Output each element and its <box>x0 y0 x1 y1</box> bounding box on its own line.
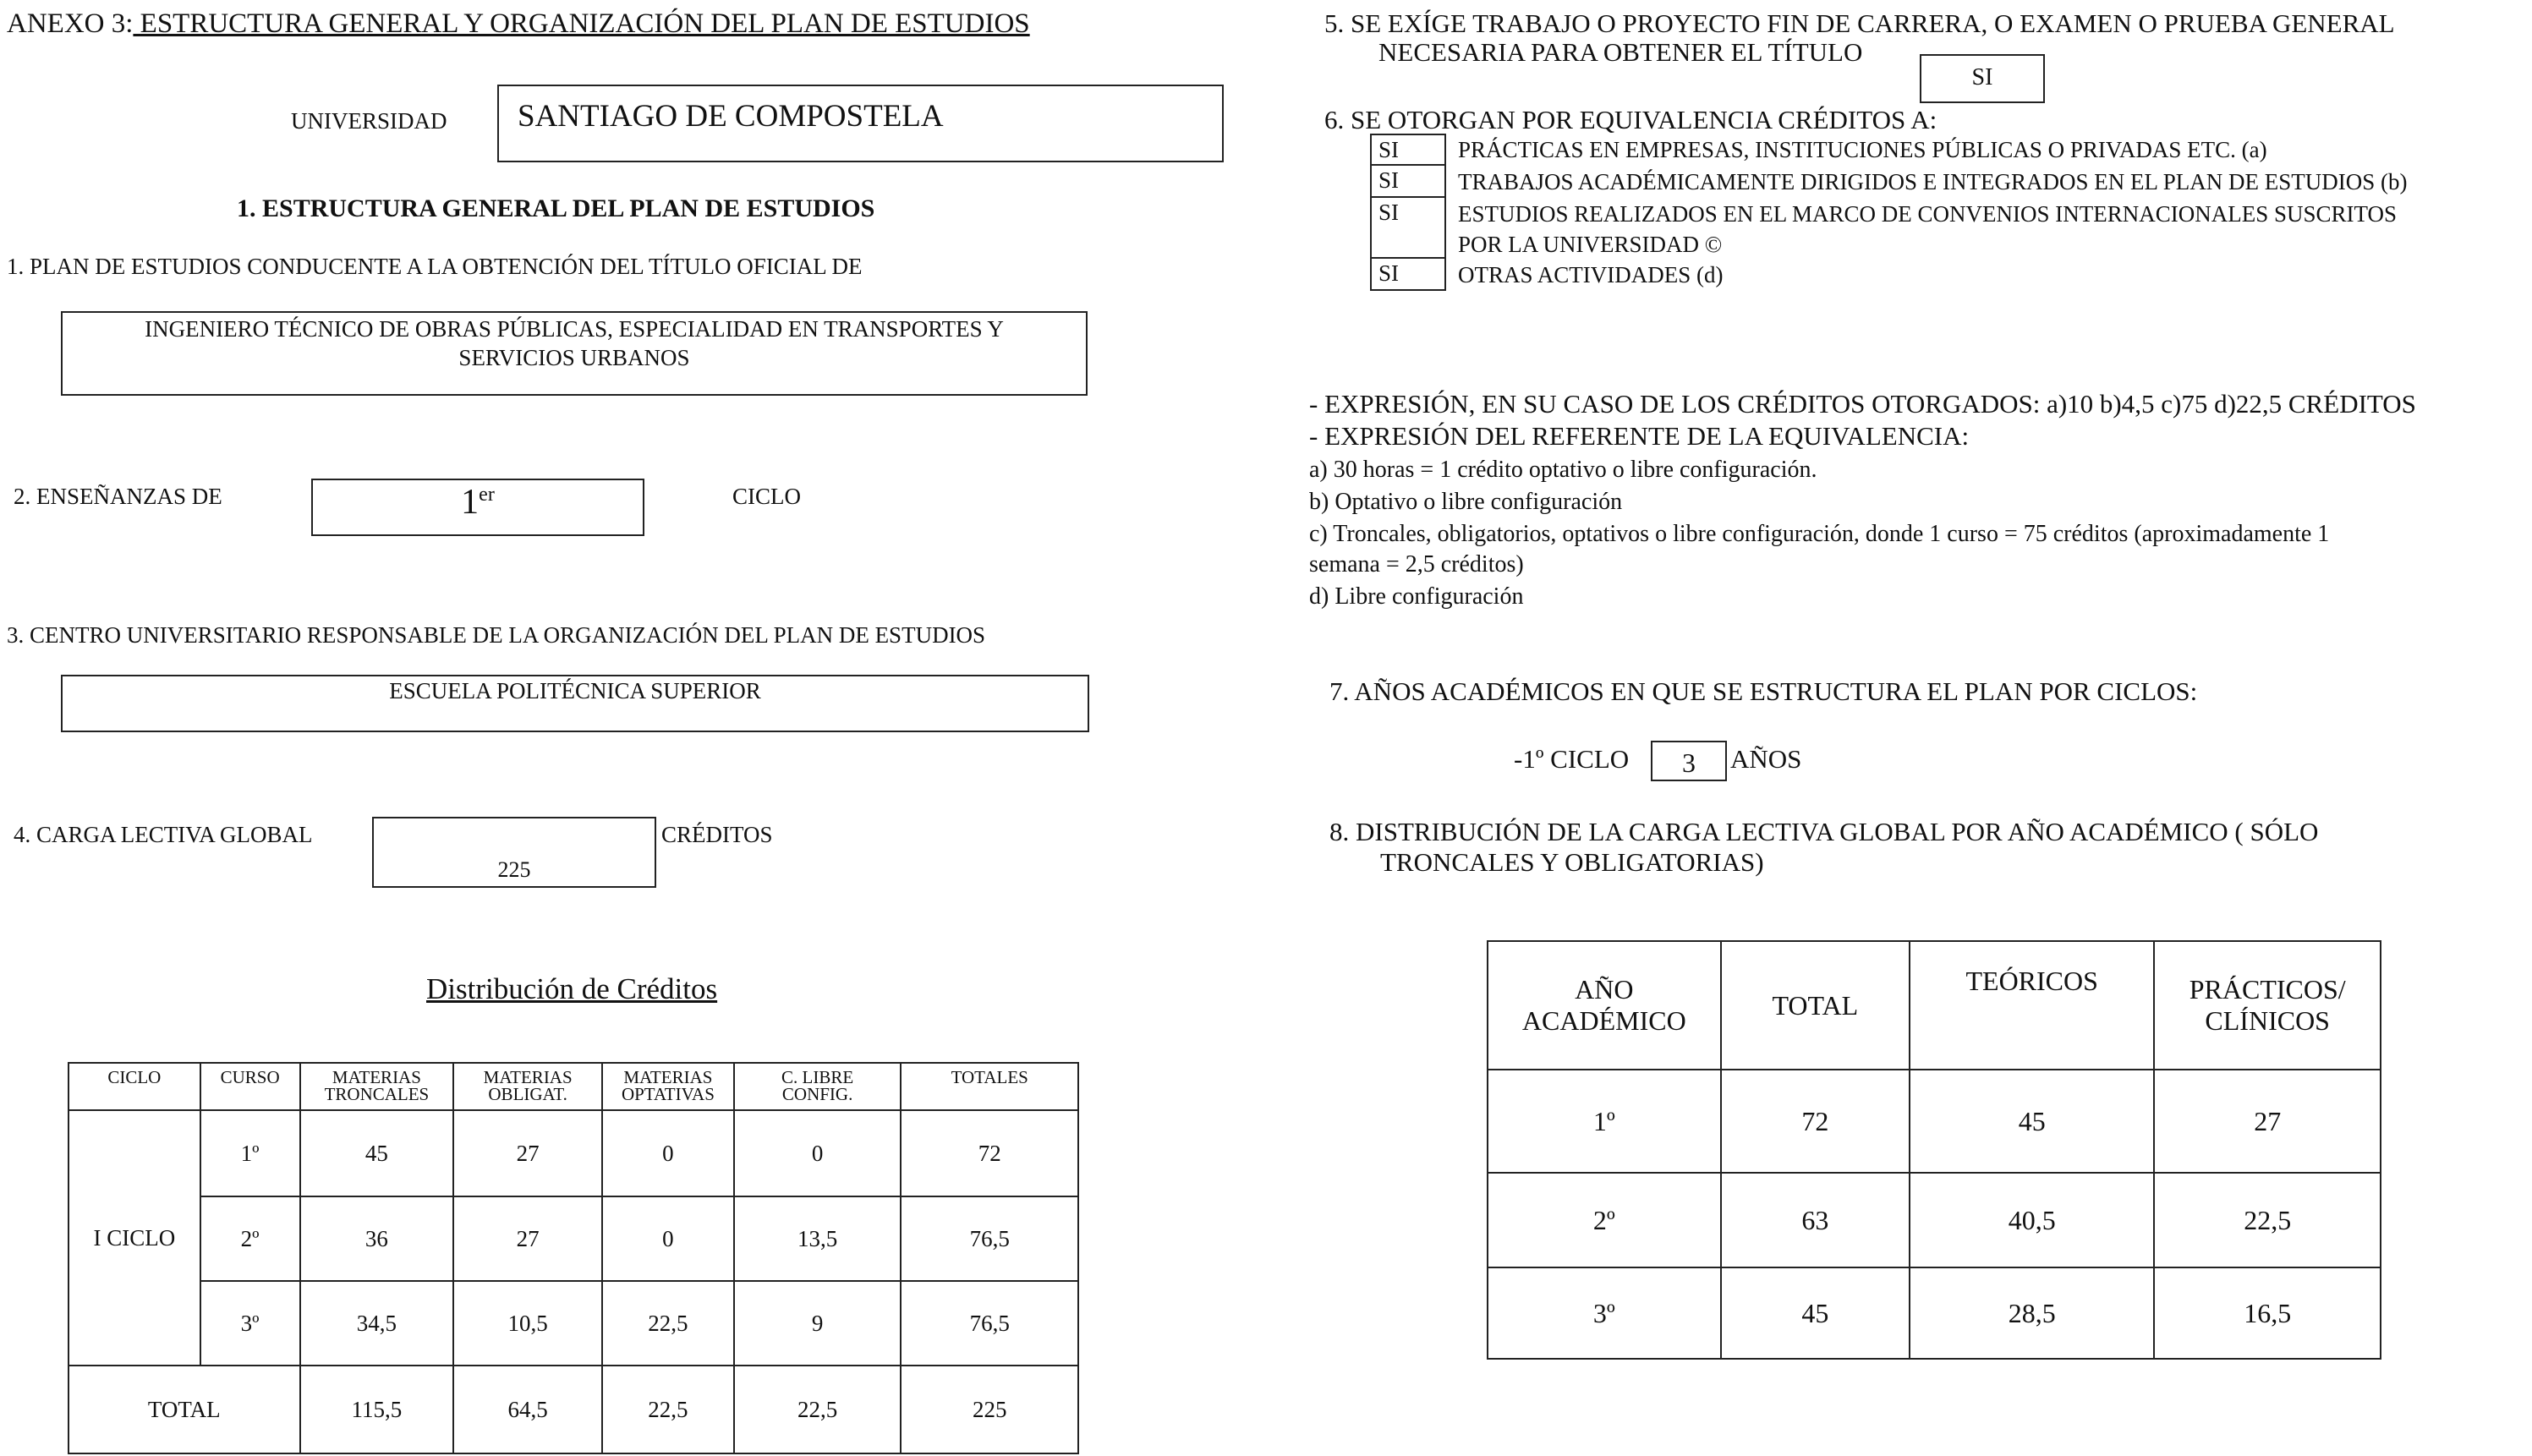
distribution-title: Distribución de Créditos <box>426 972 718 1005</box>
table-row <box>69 1281 1078 1366</box>
totales-cell: 76,5 <box>901 1281 1078 1366</box>
obligat-cell: 27 <box>453 1196 602 1281</box>
header-totales: TOTALES <box>901 1063 1078 1110</box>
ref-c-line1: c) Troncales, obligatorios, optativos o libre configuración, donde 1 curso = 75 créditos (aproximadamente 1 <box>1309 521 2330 547</box>
item5-line1: 5. SE EXÍGE TRABAJO O PROYECTO FIN DE CARRERA, O EXAMEN O PRUEBA GENERAL <box>1324 8 2395 38</box>
equiv-check: SI <box>1370 166 1446 198</box>
teoricos-cell: 28,5 <box>1910 1267 2154 1359</box>
item4-label: 4. CARGA LECTIVA GLOBAL <box>14 822 313 847</box>
equiv-check: SI <box>1370 198 1446 259</box>
totales-cell: 76,5 <box>901 1196 1078 1281</box>
year-table <box>1487 940 2381 1360</box>
teoricos-cell: 45 <box>1910 1070 2154 1173</box>
total-cell: 45 <box>1721 1267 1910 1359</box>
item2-label: 2. ENSEÑANZAS DE <box>14 484 222 509</box>
total-libre-cell: 22,5 <box>734 1366 902 1453</box>
curso-cell: 1º <box>200 1110 300 1196</box>
item7-label: 7. AÑOS ACADÉMICOS EN QUE SE ESTRUCTURA EL PLAN POR CICLOS: <box>1329 676 2198 706</box>
obligat-cell: 27 <box>453 1110 602 1196</box>
expresion-referente: - EXPRESIÓN DEL REFERENTE DE LA EQUIVALENCIA: <box>1309 421 1970 451</box>
ciclo-value: 1 <box>461 483 480 522</box>
distribution-header-row <box>69 1063 1078 1110</box>
libre-cell: 0 <box>734 1110 902 1196</box>
centro-field <box>61 675 1089 732</box>
ref-a: a) 30 horas = 1 crédito optativo o libre configuración. <box>1309 457 1817 483</box>
table-row <box>1488 1173 2381 1267</box>
anexo-heading <box>7 8 1030 40</box>
titulo-line1: INGENIERO TÉCNICO DE OBRAS PÚBLICAS, ESPECIALIDAD EN TRANSPORTES Y <box>145 316 1004 342</box>
item1-label: 1. PLAN DE ESTUDIOS CONDUCENTE A LA OBTENCIÓN DEL TÍTULO OFICIAL DE <box>7 254 863 279</box>
anos-field <box>1651 741 1727 781</box>
equiv-option-text: TRABAJOS ACADÉMICAMENTE DIRIGIDOS E INTEGRADOS EN EL PLAN DE ESTUDIOS (b) <box>1458 169 2408 194</box>
item5-line2: NECESARIA PARA OBTENER EL TÍTULO <box>1378 37 1863 67</box>
proyecto-value: SI <box>1971 64 1993 90</box>
universidad-value: SANTIAGO DE COMPOSTELA <box>518 99 944 134</box>
equiv-option-text: ESTUDIOS REALIZADOS EN EL MARCO DE CONVENIOS INTERNACIONALES SUSCRITOS <box>1458 201 2398 227</box>
year-cell: 1º <box>1488 1070 1721 1173</box>
total-optativas-cell: 22,5 <box>602 1366 734 1453</box>
header-curso: CURSO <box>200 1063 300 1110</box>
header-obligat: MATERIAS OBLIGAT. <box>453 1063 602 1110</box>
item8-line1: 8. DISTRIBUCIÓN DE LA CARGA LECTIVA GLOBAL POR AÑO ACADÉMICO ( SÓLO <box>1329 817 2319 846</box>
troncales-cell: 45 <box>300 1110 454 1196</box>
total-row <box>69 1366 1078 1453</box>
anos-value: 3 <box>1682 747 1696 778</box>
item7-ciclo-label: -1º CICLO <box>1514 744 1630 774</box>
anexo-prefix: ANEXO 3: <box>7 8 134 39</box>
titulo-field <box>61 311 1088 396</box>
section1-heading: 1. ESTRUCTURA GENERAL DEL PLAN DE ESTUDIOS <box>237 194 875 222</box>
item2-suffix: CICLO <box>732 484 801 509</box>
optativas-cell: 0 <box>602 1110 734 1196</box>
ciclo-field <box>311 479 644 536</box>
equiv-option-text: OTRAS ACTIVIDADES (d) <box>1458 262 1724 287</box>
centro-value: ESCUELA POLITÉCNICA SUPERIOR <box>389 678 761 703</box>
total-cell: 72 <box>1721 1070 1910 1173</box>
table-row <box>69 1196 1078 1281</box>
titulo-line2: SERVICIOS URBANOS <box>458 345 690 370</box>
practicos-cell: 27 <box>2154 1070 2381 1173</box>
carga-field <box>372 817 656 888</box>
expresion-creditos: - EXPRESIÓN, EN SU CASO DE LOS CRÉDITOS OTORGADOS: a)10 b)4,5 c)75 d)22,5 CRÉDITOS <box>1309 389 2416 419</box>
equiv-option-text-2: POR LA UNIVERSIDAD © <box>1458 232 1723 257</box>
troncales-cell: 36 <box>300 1196 454 1281</box>
header-troncales: MATERIAS TRONCALES <box>300 1063 454 1110</box>
carga-value: 225 <box>497 857 531 882</box>
distribution-table <box>68 1062 1079 1454</box>
year-header-row <box>1488 941 2381 1070</box>
item6-label: 6. SE OTORGAN POR EQUIVALENCIA CRÉDITOS A: <box>1324 105 1937 134</box>
ref-c-line2: semana = 2,5 créditos) <box>1309 551 1524 577</box>
proyecto-field <box>1920 54 2045 103</box>
header-practicos: PRÁCTICOS/ CLÍNICOS <box>2154 941 2381 1070</box>
total-troncales-cell: 115,5 <box>300 1366 454 1453</box>
ciclo-sup: er <box>479 484 495 506</box>
total-obligat-cell: 64,5 <box>453 1366 602 1453</box>
curso-cell: 2º <box>200 1196 300 1281</box>
optativas-cell: 22,5 <box>602 1281 734 1366</box>
item8-line2: TRONCALES Y OBLIGATORIAS) <box>1380 847 1764 877</box>
total-label-cell: TOTAL <box>69 1366 300 1453</box>
total-totales-cell: 225 <box>901 1366 1078 1453</box>
ciclo-cell: I CICLO <box>69 1110 200 1366</box>
troncales-cell: 34,5 <box>300 1281 454 1366</box>
optativas-cell: 0 <box>602 1196 734 1281</box>
table-row <box>69 1110 1078 1196</box>
item3-label: 3. CENTRO UNIVERSITARIO RESPONSABLE DE LA ORGANIZACIÓN DEL PLAN DE ESTUDIOS <box>7 622 986 648</box>
universidad-label: UNIVERSIDAD <box>291 108 447 134</box>
equiv-option-text: PRÁCTICAS EN EMPRESAS, INSTITUCIONES PÚBLICAS O PRIVADAS ETC. (a) <box>1458 137 2267 162</box>
obligat-cell: 10,5 <box>453 1281 602 1366</box>
header-teoricos: TEÓRICOS <box>1910 941 2154 1070</box>
universidad-field <box>497 85 1224 162</box>
ref-d: d) Libre configuración <box>1309 583 1524 610</box>
item4-suffix: CRÉDITOS <box>661 822 773 847</box>
header-ciclo: CICLO <box>69 1063 200 1110</box>
equiv-check: SI <box>1370 259 1446 291</box>
anexo-title: ESTRUCTURA GENERAL Y ORGANIZACIÓN DEL PLAN DE ESTUDIOS <box>133 8 1030 39</box>
teoricos-cell: 40,5 <box>1910 1173 2154 1267</box>
table-row <box>1488 1267 2381 1359</box>
equiv-check: SI <box>1370 134 1446 166</box>
header-ano: AÑO ACADÉMICO <box>1488 941 1721 1070</box>
total-cell: 63 <box>1721 1173 1910 1267</box>
practicos-cell: 22,5 <box>2154 1173 2381 1267</box>
curso-cell: 3º <box>200 1281 300 1366</box>
header-libre: C. LIBRE CONFIG. <box>734 1063 902 1110</box>
practicos-cell: 16,5 <box>2154 1267 2381 1359</box>
table-row <box>1488 1070 2381 1173</box>
libre-cell: 9 <box>734 1281 902 1366</box>
year-cell: 2º <box>1488 1173 1721 1267</box>
libre-cell: 13,5 <box>734 1196 902 1281</box>
header-optativas: MATERIAS OPTATIVAS <box>602 1063 734 1110</box>
year-cell: 3º <box>1488 1267 1721 1359</box>
ref-b: b) Optativo o libre configuración <box>1309 489 1623 515</box>
item7-suffix: AÑOS <box>1730 744 1802 774</box>
header-total: TOTAL <box>1721 941 1910 1070</box>
totales-cell: 72 <box>901 1110 1078 1196</box>
